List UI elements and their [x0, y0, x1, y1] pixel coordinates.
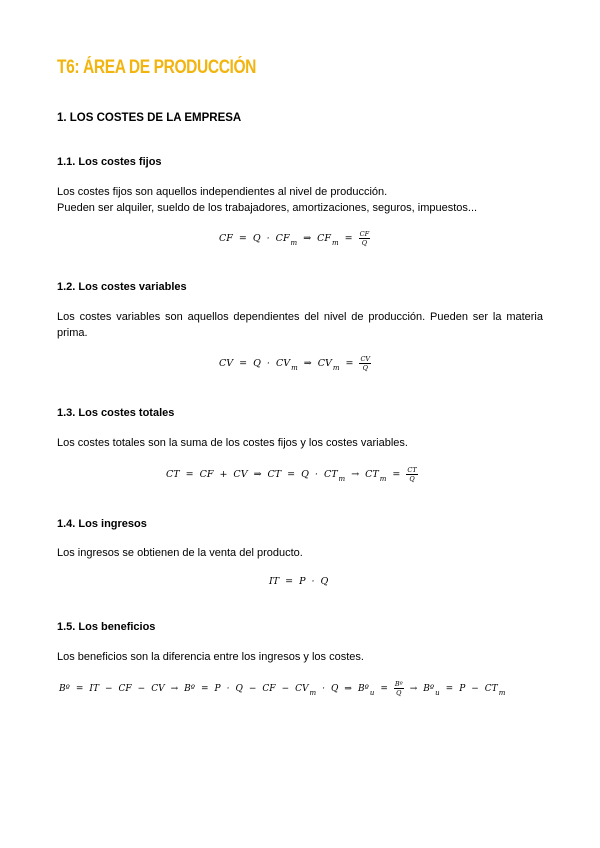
subsection-heading-profit: 1.5. Los beneficios	[57, 621, 156, 633]
equation-variable: CV = Q · $CV_m$ ⇒ $CV_m$ = $\frac{CV}{Q}$	[219, 355, 371, 372]
subsection-heading-variable: 1.2. Los costes variables	[57, 281, 187, 293]
paragraph-total: Los costes totales son la suma de los costes fijos y los costes variables.	[57, 437, 408, 449]
paragraph-variable: Los costes variables son aquellos dependientes del nivel de producción. Pueden ser la materia prima.	[57, 311, 543, 339]
fraction: $\frac{CT}{Q}$	[407, 466, 417, 483]
equation-income: IT = P · Q	[269, 576, 329, 587]
equation-profit: Bº = IT − CF − CV → Bº = P · Q − CF − $CV_m$ · Q ⇒ Bº$_u$ = $\frac{\text{Bº}}{Q}$ → Bº$_u$ = P − $CT_m$	[59, 680, 506, 697]
subsection-heading-income: 1.4. Los ingresos	[57, 518, 147, 530]
fraction: $\frac{\text{Bº}}{Q}$	[394, 680, 403, 697]
paragraph-profit: Los beneficios son la diferencia entre los ingresos y los costes.	[57, 651, 364, 663]
paragraph-fixed-2: Pueden ser alquiler, sueldo de los trabajadores, amortizaciones, seguros, impuestos...	[57, 202, 478, 214]
fraction: $\frac{CF}{Q}$	[359, 230, 370, 247]
paragraph-income: Los ingresos se obtienen de la venta del producto.	[57, 547, 303, 559]
page-title: T6: ÁREA DE PRODUCCIÓN	[57, 57, 257, 78]
equation-total: CT = CF + CV ⇒ CT = Q · $CT_m$ → $CT_m$ = $\frac{CT}{Q}$	[166, 466, 417, 483]
fraction: $\frac{CV}{Q}$	[360, 355, 371, 372]
subsection-heading-total: 1.3. Los costes totales	[57, 407, 175, 419]
subsection-heading-fixed: 1.1. Los costes fijos	[57, 156, 162, 168]
paragraph-fixed-1: Los costes fijos son aquellos independientes al nivel de producción.	[57, 186, 388, 198]
equation-fixed: CF = Q · $CF_m$ ⇒ $CF_m$ = $\frac{CF}{Q}$	[219, 230, 370, 247]
section-heading: 1. LOS COSTES DE LA EMPRESA	[57, 112, 242, 124]
